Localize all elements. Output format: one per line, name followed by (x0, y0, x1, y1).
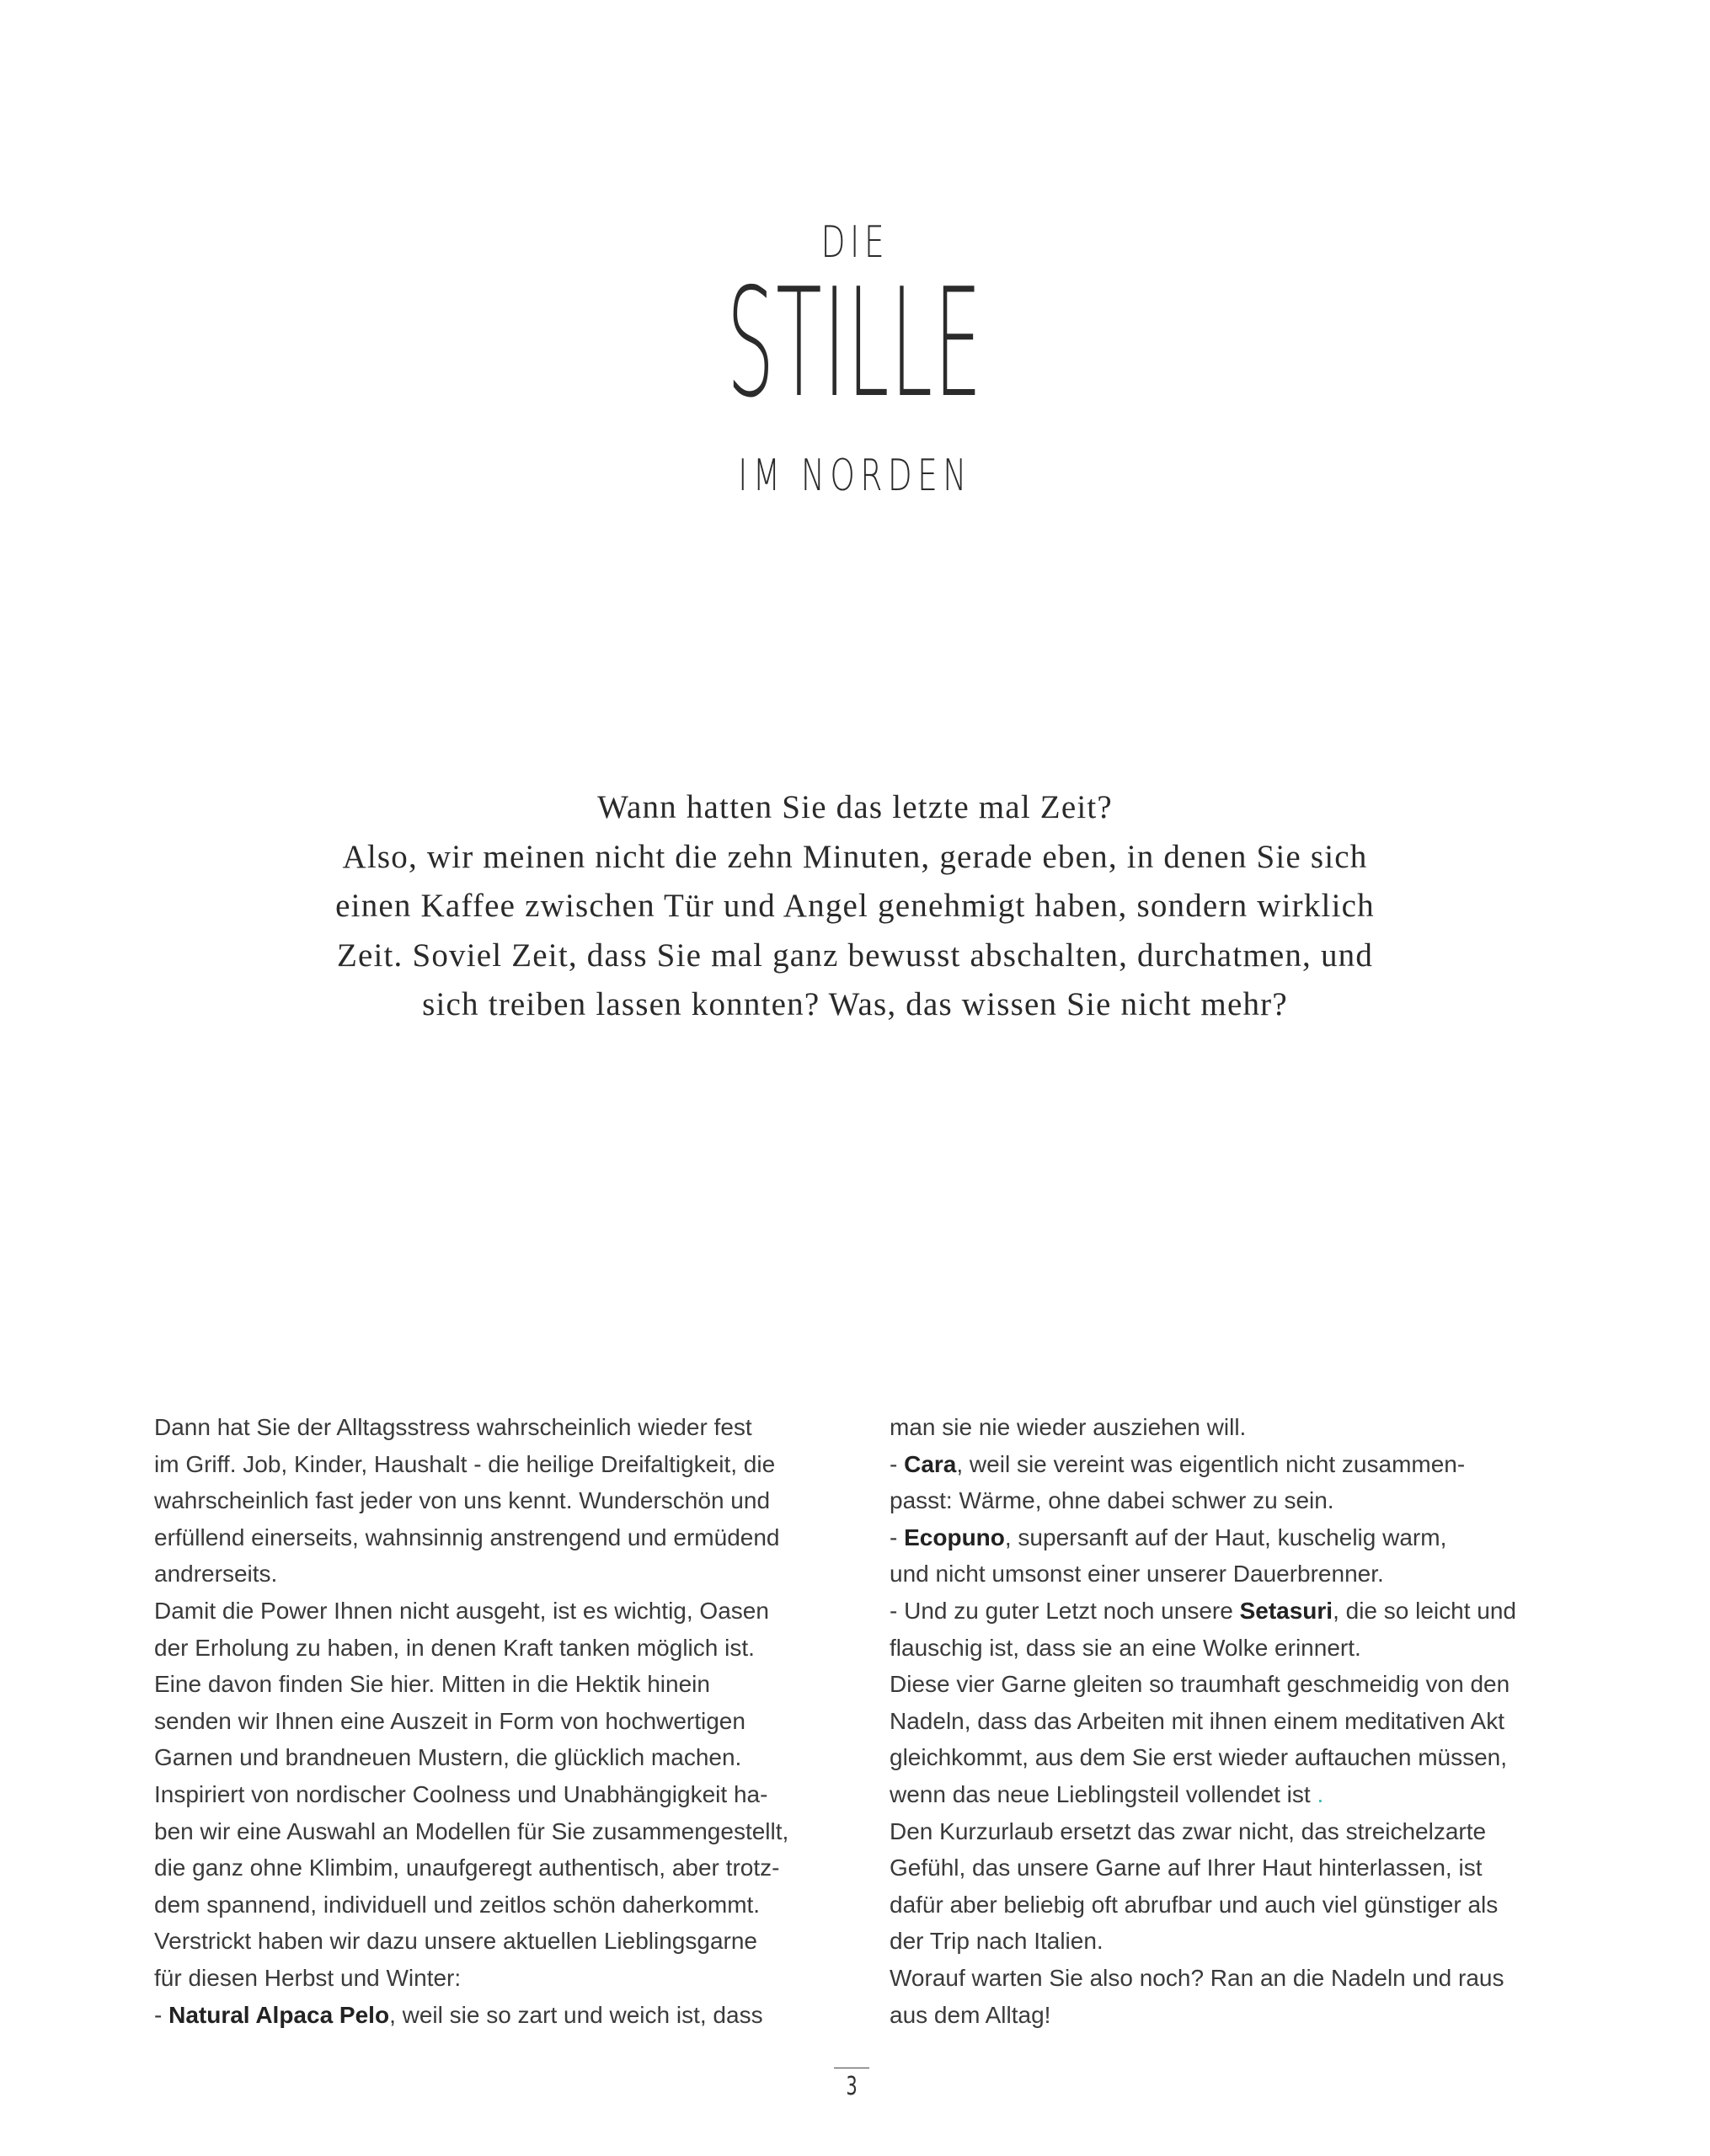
intro-line: Zeit. Soviel Zeit, dass Sie mal ganz bewusst abschalten, durchatmen, und (336, 937, 1374, 974)
yarn-description: , die so leicht und (1333, 1597, 1516, 1624)
body-line: Eine davon finden Sie hier. Mitten in die Hektik hinein (154, 1671, 710, 1698)
yarn-name: Setasuri (1239, 1597, 1333, 1624)
body-line: der Erholung zu haben, in denen Kraft tanken möglich ist. (154, 1634, 755, 1661)
yarn-name: Natural Alpaca Pelo (168, 2001, 390, 2028)
body-line: für diesen Herbst und Winter: (154, 1964, 462, 1991)
body-line: Dann hat Sie der Alltagsstress wahrscheinlich wieder fest (154, 1414, 752, 1440)
body-line: Garnen und brandneuen Mustern, die glücklich machen. (154, 1744, 742, 1771)
body-line: gleichkommt, aus dem Sie erst wieder auftauchen müssen, (890, 1744, 1508, 1771)
intro-line: sich treiben lassen konnten? Was, das wissen Sie nicht mehr? (422, 986, 1288, 1022)
body-line: andrerseits. (154, 1561, 278, 1588)
bullet-dash: - (890, 1524, 905, 1550)
title-top-word: DIE (820, 217, 890, 268)
body-line: ben wir eine Auswahl an Modellen für Sie zusammengestellt, (154, 1817, 789, 1844)
right-column (890, 1409, 1547, 2033)
left-column (154, 1409, 811, 2033)
body-line: der Trip nach Italien. (890, 1928, 1103, 1955)
yarn-name: Ecopuno (904, 1524, 1005, 1550)
body-line: Diese vier Garne gleiten so traumhaft geschmeidig von den (890, 1671, 1510, 1698)
body-line: Damit die Power Ihnen nicht ausgeht, ist es wichtig, Oasen (154, 1597, 769, 1624)
body-line: passt: Wärme, ohne dabei schwer zu sein. (890, 1487, 1334, 1514)
body-line: Verstrickt haben wir dazu unsere aktuellen Lieblingsgarne (154, 1928, 757, 1955)
intro-line: Wann hatten Sie das letzte mal Zeit? (597, 789, 1113, 825)
bullet-dash: - (890, 1450, 905, 1477)
intro-paragraph (181, 783, 1529, 1030)
body-line: dafür aber beliebig oft abrufbar und auch viel günstiger als (890, 1891, 1499, 1918)
body-line: dem spannend, individuell und zeitlos schön daherkommt. (154, 1891, 761, 1918)
intro-line: einen Kaffee zwischen Tür und Angel genehmigt haben, sondern wirklich (335, 888, 1375, 924)
body-line: im Griff. Job, Kinder, Haushalt - die heilige Dreifaltigkeit, die (154, 1450, 776, 1477)
body-text-segment: wenn das neue Lieblingsteil vollendet ist (890, 1780, 1317, 1807)
body-line: Gefühl, das unsere Garne auf Ihrer Haut hinterlassen, ist (890, 1854, 1483, 1881)
title-main-word: STILLE (726, 256, 984, 430)
body-line: wahrscheinlich fast jeder von uns kennt. Wunderschön und (154, 1487, 771, 1514)
page-number: 3 (846, 2072, 858, 2101)
yarn-item-cara (890, 1446, 1547, 1483)
intro-line: Also, wir meinen nicht die zehn Minuten, gerade eben, in denen Sie sich (342, 838, 1368, 875)
body-line: senden wir Ihnen eine Auszeit in Form von hochwertigen (154, 1707, 745, 1734)
body-line: erfüllend einerseits, wahnsinnig anstrengend und ermüdend (154, 1524, 780, 1550)
body-line: die ganz ohne Klimbim, unaufgeregt authentisch, aber trotz- (154, 1854, 780, 1881)
body-line: flauschig ist, dass sie an eine Wolke erinnert. (890, 1634, 1361, 1661)
body-line: Nadeln, dass das Arbeiten mit ihnen einem meditativen Akt (890, 1707, 1504, 1734)
yarn-description: , supersanft auf der Haut, kuschelig warm, (1004, 1524, 1447, 1550)
yarn-description: , weil sie vereint was eigentlich nicht zusammen- (956, 1450, 1466, 1477)
body-line: man sie nie wieder ausziehen will. (890, 1414, 1247, 1440)
yarn-item-natural-alpaca-pelo (154, 1997, 811, 2034)
bullet-text: - Und zu guter Letzt noch unsere (890, 1597, 1240, 1624)
body-line: Worauf warten Sie also noch? Ran an die Nadeln und raus (890, 1964, 1504, 1991)
yarn-name: Cara (904, 1450, 957, 1477)
body-line: Inspiriert von nordischer Coolness und Unabhängigkeit ha- (154, 1780, 768, 1807)
body-line: und nicht umsonst einer unserer Dauerbrenner. (890, 1561, 1384, 1588)
yarn-description: , weil sie so zart und weich ist, dass (389, 2001, 763, 2028)
body-line: aus dem Alltag! (890, 2001, 1051, 2028)
body-line: Den Kurzurlaub ersetzt das zwar nicht, das streichelzarte (890, 1817, 1487, 1844)
body-line (890, 1776, 1547, 1813)
bullet-dash: - (154, 2001, 169, 2028)
accent-dot: . (1317, 1780, 1324, 1807)
yarn-item-ecopuno (890, 1519, 1547, 1556)
yarn-item-setasuri (890, 1593, 1547, 1630)
title-bottom-words: IM NORDEN (738, 451, 972, 501)
